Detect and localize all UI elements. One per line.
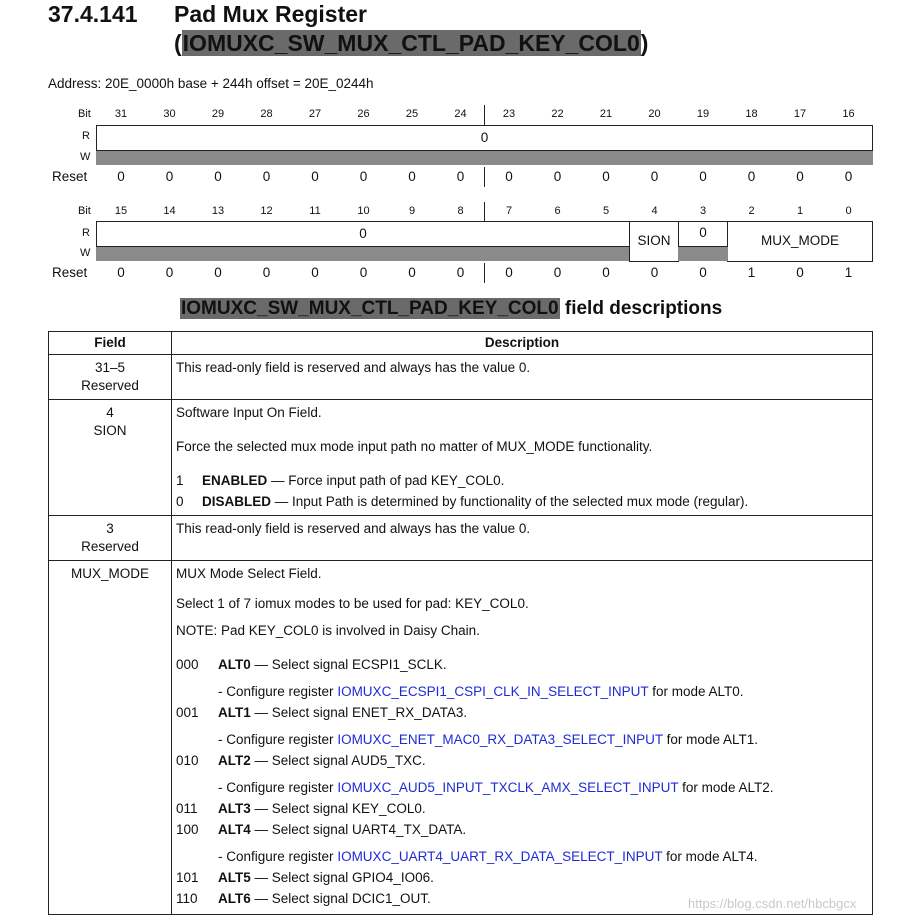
config-prefix: - Configure register [218,684,338,699]
bit-number: 8 [457,205,464,217]
page-title: Pad Mux Register [174,1,367,27]
mode-code: 001 [176,705,199,720]
reset-value: 0 [796,265,804,280]
bit-number: 7 [505,205,513,217]
description-column-header: Description [172,332,873,355]
reset-value: 0 [796,169,804,184]
mode-code: 101 [176,870,199,885]
enum-value: 1 [176,473,184,488]
config-suffix: for mode ALT0. [648,684,744,699]
bit-number: 31 [114,108,128,120]
half-divider [484,167,485,187]
bit3-write-field [678,247,728,261]
enum-value: 0 [176,494,184,509]
bit-number: 5 [602,205,610,217]
reset-value: 0 [262,169,271,184]
table-row [49,516,873,561]
mode-code: 100 [176,822,199,837]
reset-value: 0 [359,265,368,280]
bit-number: 20 [648,108,661,120]
bit-number: 12 [260,205,273,217]
table-row [49,561,873,915]
reset-value: 0 [262,265,271,280]
enum-description: — Force input path of pad KEY_COL0. [267,473,505,488]
register-name-highlight: IOMUXC_SW_MUX_CTL_PAD_KEY_COL0 [182,30,640,56]
bit-label: Bit [78,108,91,120]
half-divider [484,202,485,222]
reset-value: 1 [747,265,756,280]
bit-number: 19 [696,108,710,120]
mode-config-row [176,779,868,797]
lower-reserved-write-field [96,247,629,261]
table-row [49,400,873,516]
mode-code: 011 [176,801,198,816]
description-cell [172,400,873,516]
reset-value: 0 [699,169,707,184]
mux-mode-row [176,869,868,887]
reset-value: 0 [165,169,174,184]
config-suffix: for mode ALT2. [678,780,774,795]
sion-field [629,221,679,262]
reset-value: 0 [553,169,562,184]
field-descriptions-register: IOMUXC_SW_MUX_CTL_PAD_KEY_COL0 [181,298,559,319]
upper-read-field [96,125,873,151]
bit-number: 2 [748,205,755,217]
description-text: Software Input On Field. [176,405,322,420]
enum-name: DISABLED [202,494,272,509]
bit-number: 24 [454,108,467,120]
table-header-row [49,332,873,355]
bit-number: 21 [599,108,613,120]
reset-value: 0 [505,169,513,184]
mode-signal: — Select signal ECSPI1_SCLK. [250,657,447,672]
r-label: R [82,227,90,239]
mode-config-row [176,731,868,749]
mode-signal: — Select signal DCIC1_OUT. [250,891,431,906]
section-number: 37.4.141 [48,1,138,27]
bit-number: 18 [745,108,758,120]
enum-value-row [176,493,868,511]
bit-number: 10 [357,205,370,217]
reset-value: 0 [408,169,416,184]
mode-config-row [176,848,868,866]
bit-number: 28 [260,108,273,120]
bit-number: 1 [796,205,804,217]
mode-signal: — Select signal KEY_COL0. [250,801,426,816]
reset-value: 1 [844,265,853,280]
reset-value: 0 [699,265,707,280]
bit-number: 26 [357,108,370,120]
reset-label: Reset [52,265,88,280]
config-register-link[interactable]: IOMUXC_UART4_UART_RX_DATA_SELECT_INPUT [337,849,663,864]
description-text: Select 1 of 7 iomux modes to be used for pad: KEY_COL0. [176,596,529,611]
config-register-link[interactable]: IOMUXC_AUD5_INPUT_TXCLK_AMX_SELECT_INPUT [337,780,679,795]
reset-value: 0 [408,265,416,280]
mode-signal: — Select signal GPIO4_IO06. [250,870,434,885]
w-label: W [80,151,91,163]
field-bits: 3 [106,521,114,536]
bit-number: 3 [699,205,707,217]
field-name: Reserved [81,539,139,554]
field-cell [49,400,172,516]
reset-value: 0 [553,265,562,280]
mode-alt: ALT5 [218,870,251,885]
upper-write-field [96,151,873,165]
mode-code: 110 [176,891,198,906]
reset-value: 0 [650,265,659,280]
description-text: Force the selected mux mode input path no matter of MUX_MODE functionality. [176,439,653,454]
reset-value: 0 [602,265,610,280]
w-label: W [80,247,91,259]
reset-label: Reset [52,169,88,184]
bit-number: 11 [309,205,321,217]
field-cell [49,516,172,561]
r-label: R [82,130,90,142]
bit-number: 27 [308,108,322,120]
bit-label: Bit [78,205,91,217]
bit-number: 14 [163,205,176,217]
config-register-link[interactable]: IOMUXC_ENET_MAC0_RX_DATA3_SELECT_INPUT [337,732,663,747]
table-row [49,355,873,400]
daisy-chain-note: NOTE: Pad KEY_COL0 is involved in Daisy Chain. [176,623,480,638]
mode-alt: ALT3 [218,801,251,816]
bit-number: 22 [551,108,564,120]
bit3-read-field [678,221,728,247]
bit-number: 13 [211,205,225,217]
reset-value: 0 [311,169,319,184]
reset-value: 0 [844,169,853,184]
mode-config-row [176,683,868,701]
description-cell [172,561,873,915]
description-text: MUX Mode Select Field. [176,566,322,581]
mode-signal: — Select signal UART4_TX_DATA. [250,822,467,837]
config-prefix: - Configure register [218,780,338,795]
field-bits: 4 [106,405,114,420]
field-cell [49,561,172,915]
mux-mode-row [176,656,868,674]
description-cell [172,516,873,561]
bit-number: 6 [554,205,561,217]
description-text: This read-only field is reserved and always has the value 0. [176,360,531,375]
reset-value: 0 [117,169,125,184]
reset-value: 0 [214,169,222,184]
config-register-link[interactable]: IOMUXC_ECSPI1_CSPI_CLK_IN_SELECT_INPUT [337,684,649,699]
paren-close: ) [640,30,649,56]
enum-value-row [176,472,868,490]
bit-number: 23 [502,108,516,120]
mode-alt: ALT4 [218,822,251,837]
bit-number: 15 [114,205,128,217]
bit3-value: 0 [699,225,707,240]
watermark: https://blog.csdn.net/hbcbgcx [688,896,857,911]
config-prefix: - Configure register [218,732,338,747]
mux-mode-row [176,704,868,722]
reset-value: 0 [602,169,610,184]
bit-number: 30 [163,108,176,120]
field-name: Reserved [81,378,139,393]
config-suffix: for mode ALT4. [662,849,758,864]
half-divider [484,105,485,125]
bit-number: 0 [845,205,852,217]
mode-alt: ALT1 [218,705,251,720]
field-bits: 31–5 [94,360,126,375]
bit-number: 17 [793,108,807,120]
field-descriptions-suffix: field descriptions [559,298,723,319]
field-name: MUX_MODE [70,566,149,581]
field-descriptions-table [48,331,873,915]
upper-read-value: 0 [480,130,489,145]
bit-number: 9 [408,205,416,217]
mode-alt: ALT6 [218,891,251,906]
bit-number: 25 [405,108,419,120]
bit-number: 16 [842,108,855,120]
mode-code: 000 [176,657,199,672]
description-cell [172,355,873,400]
mode-alt: ALT0 [218,657,251,672]
mode-alt: ALT2 [218,753,251,768]
field-cell [49,355,172,400]
sion-label: SION [637,233,671,248]
mux-mode-field [727,221,873,262]
reset-value: 0 [214,265,222,280]
paren-open: ( [174,30,182,56]
reset-value: 0 [505,265,513,280]
reset-value: 0 [456,265,465,280]
reset-value: 0 [165,265,174,280]
mux-mode-label: MUX_MODE [760,233,839,248]
description-text: This read-only field is reserved and always has the value 0. [176,521,531,536]
bit-number: 29 [211,108,225,120]
config-suffix: for mode ALT1. [662,732,758,747]
mode-code: 010 [176,753,199,768]
mux-mode-row [176,800,868,818]
reset-value: 0 [117,265,125,280]
mode-signal: — Select signal AUD5_TXC. [250,753,426,768]
reset-value: 0 [359,169,368,184]
field-descriptions-title [180,298,722,320]
mux-mode-row [176,821,868,839]
enum-name: ENABLED [202,473,268,488]
config-prefix: - Configure register [218,849,338,864]
half-divider [484,263,485,283]
reset-value: 0 [650,169,659,184]
mux-mode-row [176,752,868,770]
register-name-line [174,30,648,56]
enum-description: — Input Path is determined by functionality of the selected mux mode (regular). [271,494,749,509]
register-address: Address: 20E_0000h base + 244h offset = 20E_0244h [48,76,374,91]
lower-reserved-read-field [96,221,630,247]
field-name: SION [93,423,127,438]
bit-number: 4 [651,205,658,217]
field-column-header: Field [49,332,172,355]
reset-value: 0 [747,169,756,184]
reset-value: 0 [456,169,465,184]
lower-reserved-value: 0 [359,226,367,241]
reset-value: 0 [311,265,319,280]
mode-signal: — Select signal ENET_RX_DATA3. [250,705,468,720]
